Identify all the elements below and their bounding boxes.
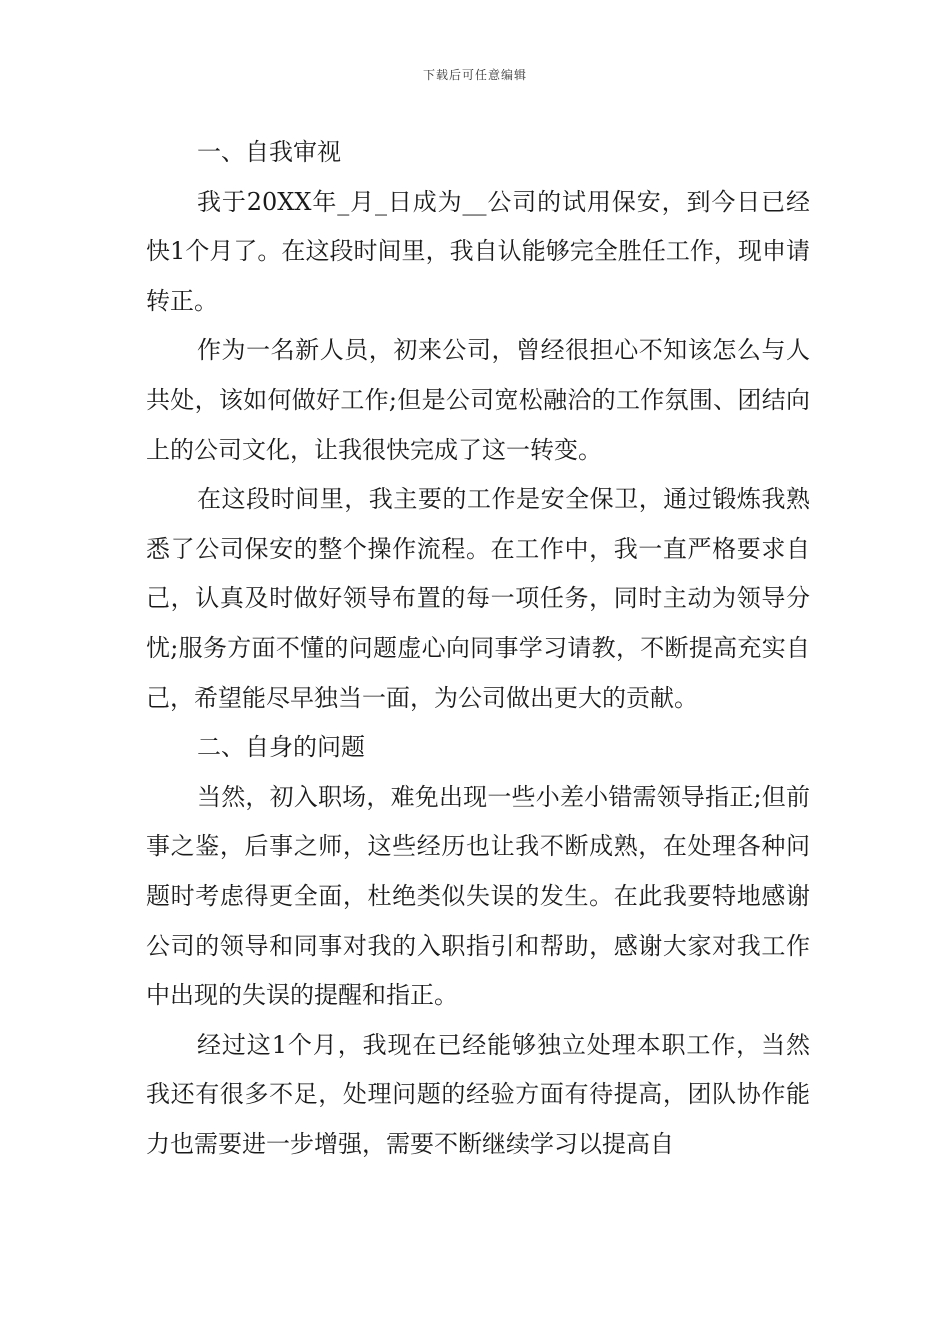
paragraph: 作为一名新人员，初来公司，曾经很担心不知该怎么与人共处，该如何做好工作;但是公司宽松融洽的工作氛围、团结向上的公司文化，让我很快完成了这一转变。 — [146, 336, 810, 464]
page-header: 下载后可任意编辑 — [422, 68, 527, 82]
paragraph: 当然，初入职场，难免出现一些小差小错需领导指正;但前事之鉴，后事之师，这些经历也让我不断成熟，在处理各种问题时考虑得更全面，杜绝类似失误的发生。在此我要特地感谢公司的领导和同事对我的入职指引和帮助，感谢大家对我工作中出现的失误的提醒和指正。 — [146, 782, 810, 1010]
paragraph: 在这段时间里，我主要的工作是安全保卫，通过锻炼我熟悉了公司保安的整个操作流程。在工作中，我一直严格要求自己，认真及时做好领导布置的每一项任务，同时主动为领导分忧;服务方面不懂的问题虚心向同事学习请教，不断提高充实自己，希望能尽早独当一面，为公司做出更大的贡献。 — [146, 485, 810, 712]
section-heading: 一、自我审视 — [197, 138, 341, 166]
paragraph: 经过这1个月，我现在已经能够独立处理本职工作，当然我还有很多不足，处理问题的经验方面有待提高，团队协作能力也需要进一步增强，需要不断继续学习以提高自 — [146, 1030, 810, 1158]
document-body — [146, 128, 810, 1169]
paragraph: 我于20XX年_月_日成为__公司的试用保安，到今日已经快1个月了。在这段时间里，我自认能够完全胜任工作，现申请转正。 — [146, 187, 810, 315]
section-heading: 二、自身的问题 — [197, 733, 365, 762]
